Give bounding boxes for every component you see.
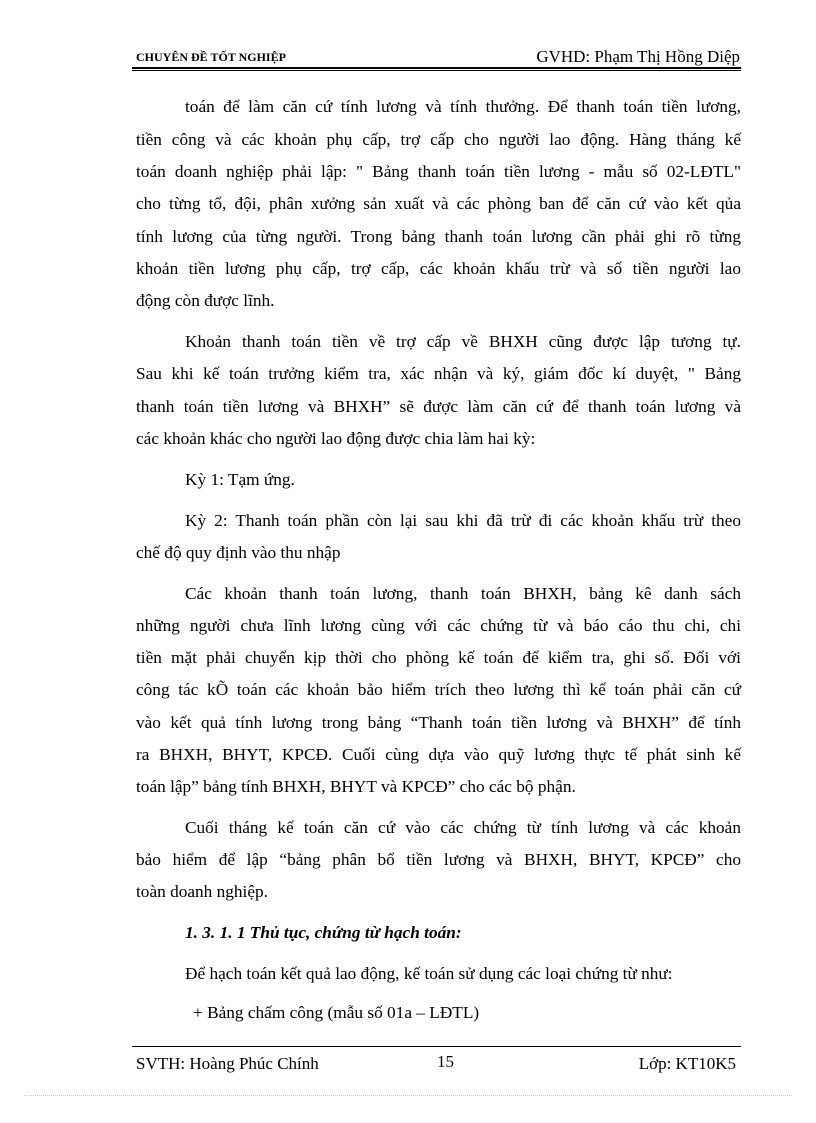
page-edge: [24, 1095, 792, 1096]
page-number: 15: [437, 1052, 454, 1071]
body-line: tiền mặt phải chuyển kịp thời cho phòng kế toán để kiểm tra, ghi sổ. Đối với: [136, 648, 741, 667]
body-line: chế độ quy định vào thu nhập: [136, 543, 341, 562]
body-line: ra BHXH, BHYT, KPCĐ. Cuối cùng dựa vào quỹ lương thực tế phát sinh kế: [136, 745, 741, 764]
body-line: toàn doanh nghiệp.: [136, 882, 268, 901]
body-line: khoản tiền lương phụ cấp, trợ cấp, các khoản khấu trừ và số tiền người lao: [136, 259, 741, 278]
body-line: bảo hiểm để lập “bảng phân bổ tiền lương và BHXH, BHYT, KPCĐ” cho: [136, 850, 741, 869]
body-line: toán doanh nghiệp phải lập: " Bảng thanh toán tiền lương - mẫu số 02-LĐTL": [136, 162, 741, 181]
footer-student: SVTH: Hoàng Phúc Chính: [136, 1054, 319, 1073]
list-item: + Bảng chấm công (mẫu số 01a – LĐTL): [193, 1003, 480, 1022]
body-line: Các khoản thanh toán lương, thanh toán BHXH, bảng kê danh sách: [185, 584, 741, 603]
body-line: Để hạch toán kết quả lao động, kế toán sử dụng các loại chứng từ như:: [185, 964, 673, 983]
body-line: tính lương của từng người. Trong bảng thanh toán lương cần phải ghi rõ từng: [136, 227, 741, 246]
body-line: những người chưa lĩnh lương cùng với các chứng từ và báo cáo thu chi, chi: [136, 616, 741, 635]
header-rule: [132, 67, 741, 71]
body-line: các khoản khác cho người lao động được chia làm hai kỳ:: [136, 429, 536, 448]
body-line: Cuối tháng kế toán căn cứ vào các chứng từ tính lương và các khoản: [185, 818, 741, 837]
header-supervisor: GVHD: Phạm Thị Hồng Diệp: [536, 47, 740, 66]
body-line: toán lập” bảng tính BHXH, BHYT và KPCĐ” cho các bộ phận.: [136, 777, 576, 796]
footer-rule: [132, 1046, 741, 1047]
body-line: vào kết quả tính lương trong bảng “Thanh toán tiền lương và BHXH” để tính: [136, 713, 741, 732]
body-line: Sau khi kế toán trưởng kiểm tra, xác nhận và ký, giám đốc kí duyệt, " Bảng: [136, 364, 741, 383]
body-line: động còn được lĩnh.: [136, 291, 275, 310]
body-line: tiền công và các khoản phụ cấp, trợ cấp cho người lao động. Hàng tháng kế: [136, 130, 741, 149]
section-heading: 1. 3. 1. 1 Thủ tục, chứng từ hạch toán:: [185, 923, 462, 942]
body-line: công tác kÕ toán các khoản bảo hiểm trích theo lương thì kế toán phải căn cứ: [136, 680, 741, 699]
footer-class: Lớp: KT10K5: [638, 1054, 736, 1073]
body-line: thanh toán tiền lương và BHXH” sẽ được làm căn cứ để thanh toán lương và: [136, 397, 741, 416]
body-line: Khoản thanh toán tiền về trợ cấp về BHXH cũng được lập tương tự.: [185, 332, 741, 351]
body-line: Kỳ 1: Tạm ứng.: [185, 470, 295, 489]
body-line: cho từng tổ, đội, phân xưởng sản xuất và các phòng ban để căn cứ vào kết qủa: [136, 194, 741, 213]
header-title: CHUYÊN ĐỀ TỐT NGHIỆP: [136, 50, 286, 64]
body-line: toán để làm căn cứ tính lương và tính thưởng. Để thanh toán tiền lương,: [185, 97, 741, 116]
body-line: Kỳ 2: Thanh toán phần còn lại sau khi đã trừ đi các khoản khấu trừ theo: [185, 511, 741, 530]
